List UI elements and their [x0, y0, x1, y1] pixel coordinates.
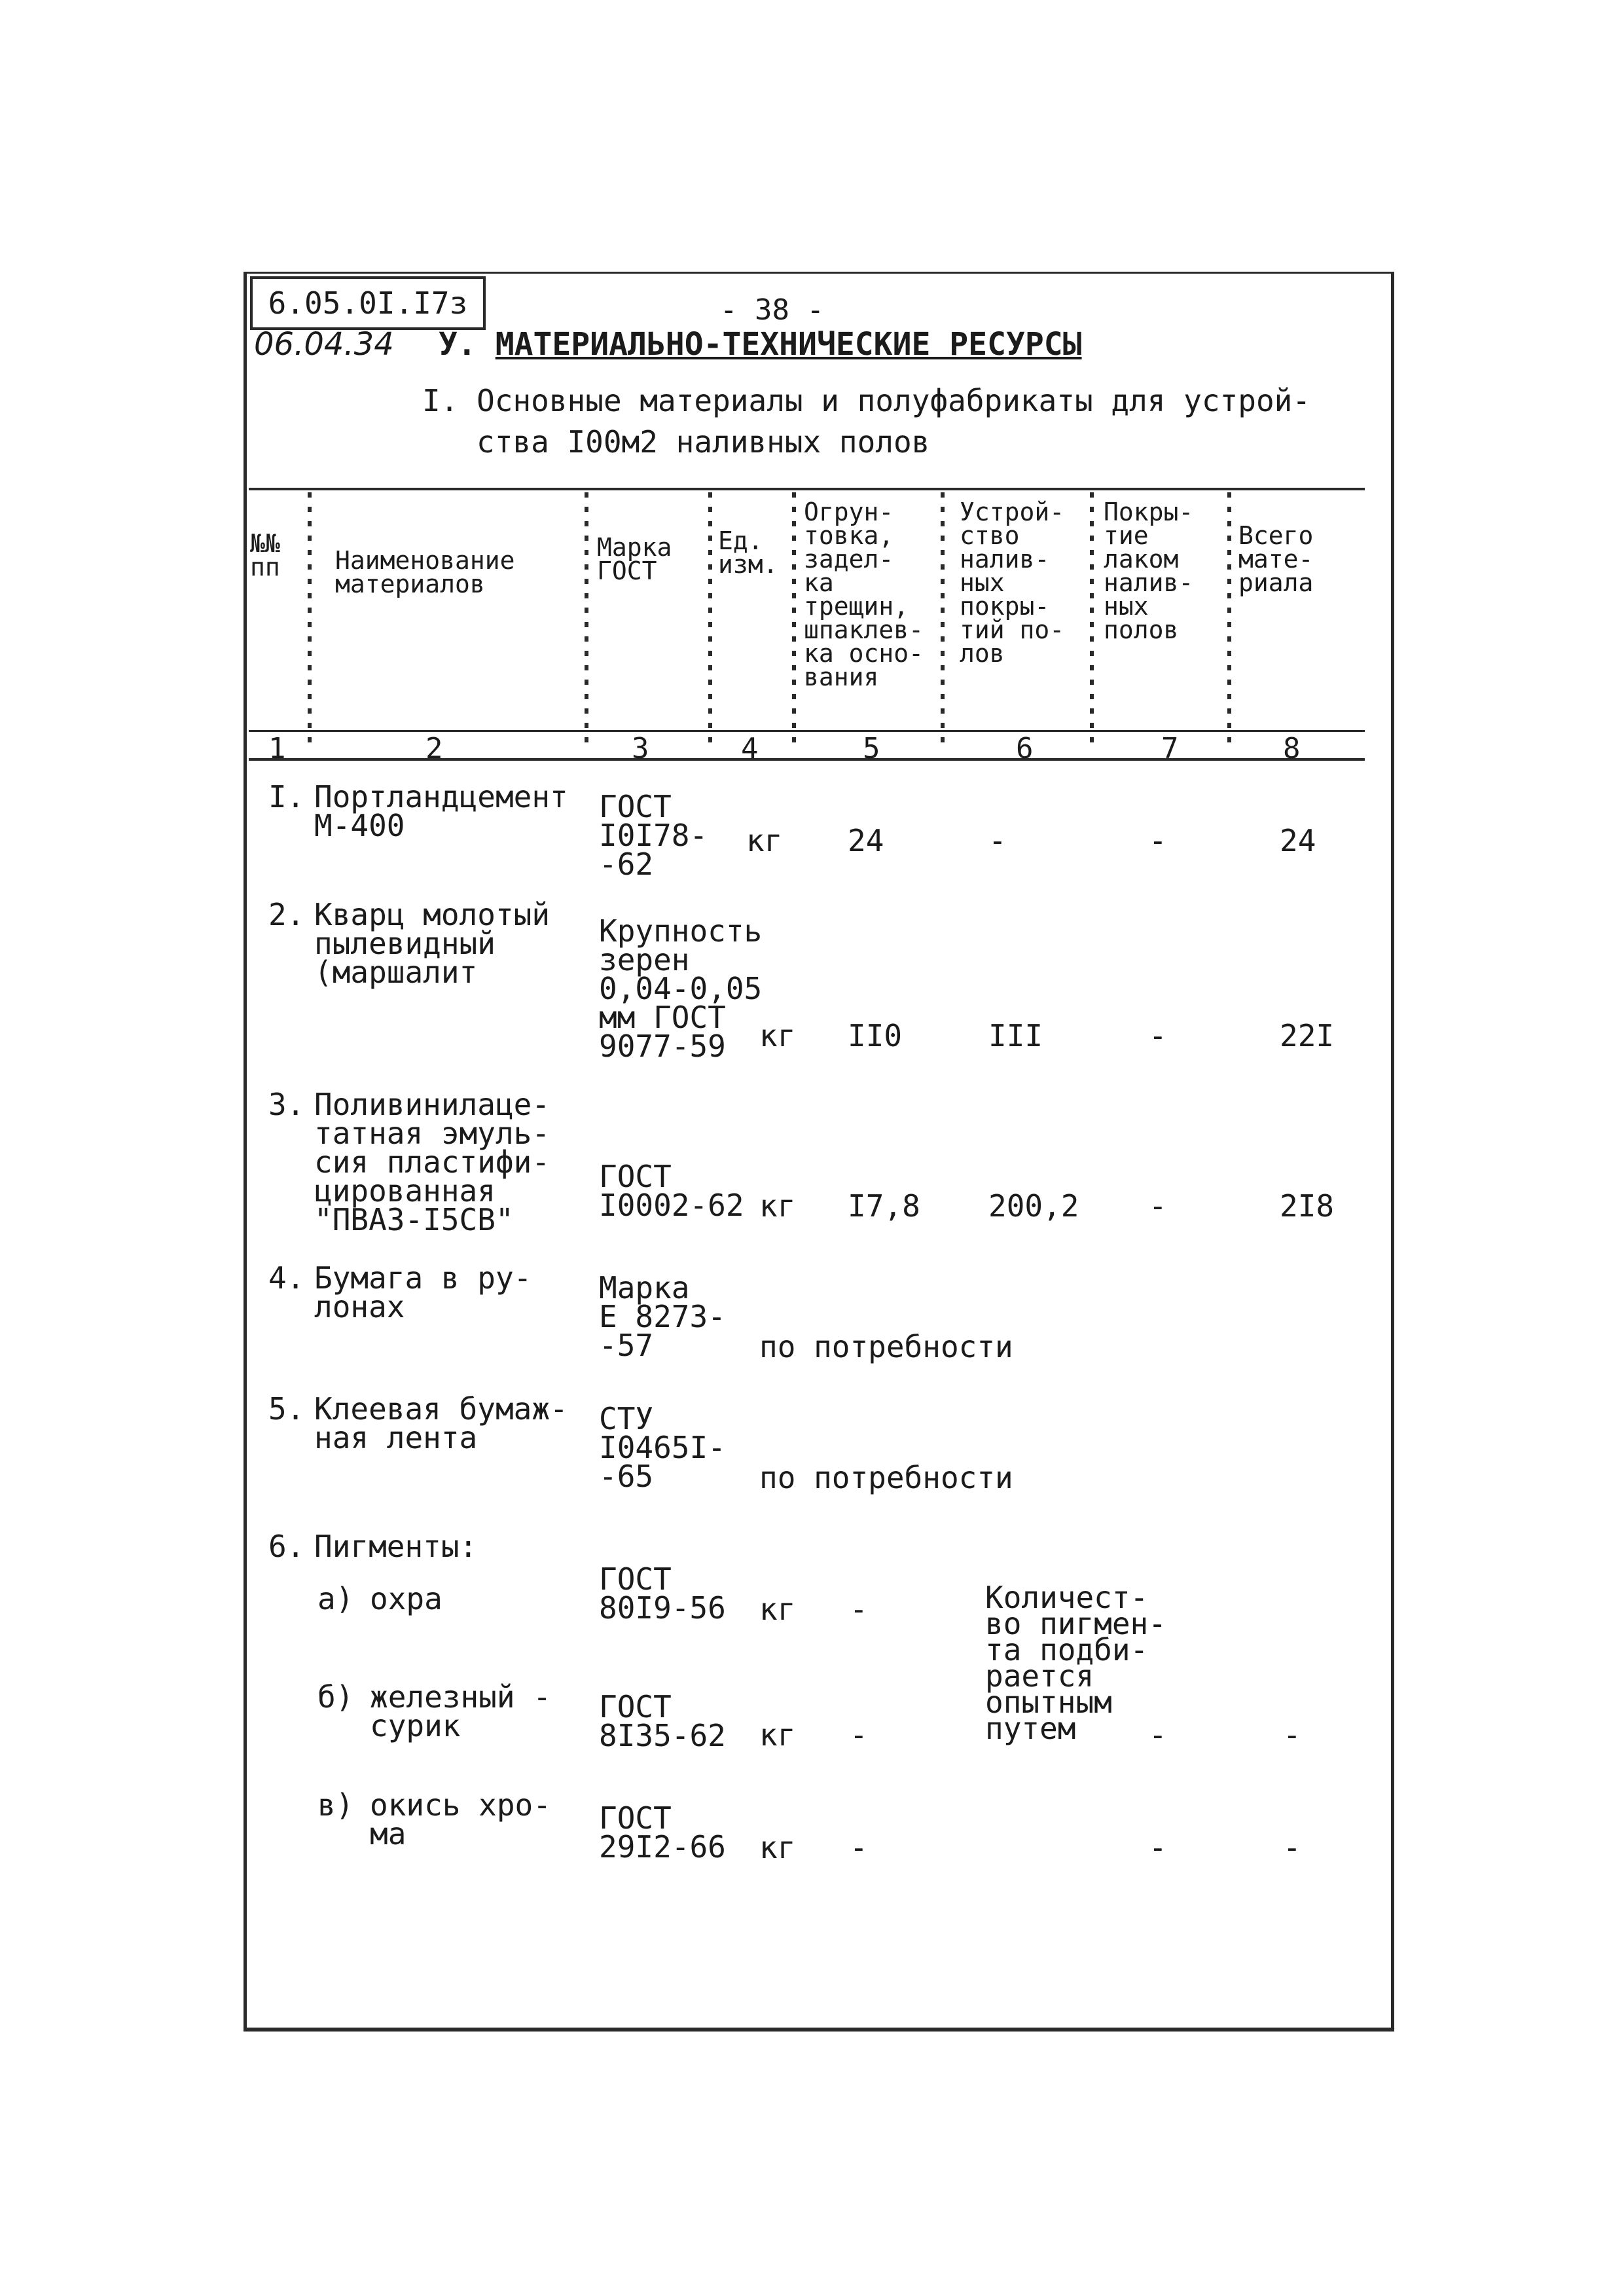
row-num: 2. [268, 897, 305, 932]
row-name: Пигменты: [314, 1529, 478, 1564]
row-unit: кг [759, 1717, 796, 1753]
header-name: Наименование материалов [335, 546, 515, 598]
col-number: 4 [741, 732, 759, 765]
page-number: - 38 - [720, 293, 824, 327]
row-note: по потребности [759, 1460, 1013, 1495]
row-unit: кг [746, 823, 783, 858]
row-name: Клеевая бумаж- ная лента [314, 1391, 568, 1455]
row-total: 22I [1280, 1018, 1335, 1053]
subtitle-line-1: I. Основные материалы и полуфабрикаты для устрой- [422, 383, 1311, 418]
row-gost: ГОСТ I0002-62 [599, 1159, 744, 1223]
row-priming: II0 [848, 1018, 903, 1053]
row-name: Кварц молотый пылевидный (маршалит [314, 897, 550, 990]
row-lacquer: - [1149, 823, 1167, 858]
row-num: 6. [268, 1529, 305, 1564]
row-lacquer: - [1149, 1830, 1167, 1865]
row-gost: ГОСТ 29I2-66 [599, 1800, 726, 1865]
row-total: - [1283, 1717, 1301, 1753]
row-unit: кг [759, 1018, 796, 1053]
row-num: 4. [268, 1260, 305, 1296]
header-lacquer: Покры- тие лаком налив- ных полов [1104, 498, 1194, 644]
row-gost: ГОСТ 8I35-62 [599, 1689, 726, 1753]
row-lacquer: - [1149, 1018, 1167, 1053]
row-num: а) [317, 1581, 354, 1616]
row-name: железный - сурик [370, 1679, 551, 1743]
row-name: охра [370, 1581, 442, 1616]
row-unit: кг [759, 1188, 796, 1224]
col-number: 5 [863, 732, 880, 765]
column-divider [792, 492, 796, 749]
row-name: Портландцемент М-400 [314, 779, 568, 843]
pigment-note: Количест- во пигмен- та подби- рается опытным путем [985, 1580, 1166, 1746]
section-title [439, 326, 1082, 363]
subtitle-line-2: ства I00м2 наливных полов [477, 424, 930, 460]
header-unit: Ед. изм. [718, 526, 778, 579]
row-name: окись хро- ма [370, 1787, 551, 1851]
row-total: 24 [1280, 823, 1316, 858]
header-num: №№ пп [250, 529, 280, 581]
handwritten-date: 06.04.34 [254, 326, 394, 363]
row-gost: Марка Е 8273- -57 [599, 1270, 726, 1363]
row-num: б) [317, 1679, 354, 1715]
row-gost: СТУ I0465I- -65 [599, 1401, 726, 1494]
column-divider [941, 492, 945, 749]
section-number: У. [439, 326, 477, 363]
column-divider [1227, 492, 1231, 749]
row-name: Поливинилаце- татная эмуль- сия пластифи- цированная "ПВАЗ-I5СВ" [314, 1087, 550, 1237]
column-divider [585, 492, 588, 749]
header-rule [249, 730, 1365, 732]
row-gost: ГОСТ 80I9-56 [599, 1561, 726, 1626]
row-total: - [1283, 1830, 1301, 1865]
row-coating: III [988, 1018, 1043, 1053]
column-divider [708, 492, 712, 749]
row-priming: - [850, 1592, 868, 1627]
row-priming: 24 [848, 823, 884, 858]
row-priming: I7,8 [848, 1188, 920, 1224]
header-total: Всего мате- риала [1238, 521, 1314, 597]
row-num: в) [317, 1787, 354, 1823]
row-coating: - [988, 823, 1007, 858]
row-coating: 200,2 [988, 1188, 1079, 1224]
col-number: 6 [1016, 732, 1034, 765]
row-unit: кг [759, 1592, 796, 1627]
row-num: 5. [268, 1391, 305, 1427]
row-num: I. [268, 779, 305, 814]
table-top-rule [249, 488, 1365, 490]
row-num: 3. [268, 1087, 305, 1122]
col-number: 2 [425, 732, 443, 765]
row-gost: ГОСТ I0I78- -62 [599, 789, 708, 882]
row-name: Бумага в ру- лонах [314, 1260, 532, 1324]
header-gost: Марка ГОСТ [597, 533, 672, 585]
col-number: 7 [1161, 732, 1179, 765]
row-lacquer: - [1149, 1717, 1167, 1753]
section-title-text: МАТЕРИАЛЬНО-ТЕХНИЧЕСКИЕ РЕСУРСЫ [495, 326, 1082, 363]
col-number: 1 [268, 732, 286, 765]
row-note: по потребности [759, 1329, 1013, 1364]
header-coating: Устрой- ство налив- ных покры- тий по- лов [960, 498, 1065, 668]
column-numbers-rule [249, 758, 1365, 761]
row-gost: Крупность зерен 0,04-0,05 мм ГОСТ 9077-59 [599, 913, 763, 1064]
column-divider [308, 492, 312, 749]
document-code: 6.05.0I.I7з [250, 276, 486, 330]
row-unit: кг [759, 1830, 796, 1865]
col-number: 8 [1283, 732, 1301, 765]
row-lacquer: - [1149, 1188, 1167, 1224]
col-number: 3 [632, 732, 649, 765]
row-priming: - [850, 1717, 868, 1753]
row-priming: - [850, 1830, 868, 1865]
column-divider [1090, 492, 1094, 749]
header-priming: Огрун- товка, задел- ка трещин, шпаклев- ка осно- вания [804, 498, 924, 691]
row-total: 2I8 [1280, 1188, 1335, 1224]
